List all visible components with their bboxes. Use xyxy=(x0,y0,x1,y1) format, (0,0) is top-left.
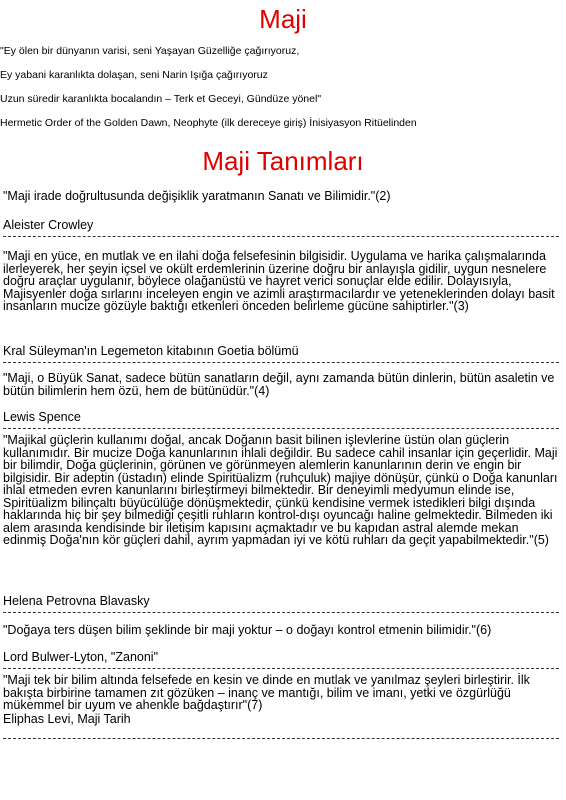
quote-author: Eliphas Levi, Maji Tarih xyxy=(3,712,131,726)
intro-line: Ey yabani karanlıkta dolaşan, seni Narin Işığa çağırıyoruz xyxy=(0,69,268,81)
quote-text: "Majikal güçlerin kullanımı doğal, ancak Doğanın basit bilinen işlevlerine üstün olan güçlerin kullanımıdır. Bir mucize Doğa kanunlarının ihlali değildir. Bu sadece cahil insanlar için geçerlidir. Maji bir bilimdir, Doğa güçlerinin, görünen ve görünmeyen alemlerin kanunlarının derin ve engin bir bilgisidir. Bir adeptin (üstadın) elinde Spiritüalizm (ruhçuluk) majiye dönüşür, çünkü o Doğa kanunları ihlal etmeden evren kanunlarını birleştirmeyi bilmektedir. Bir deneyimli medyumun elinde ise, Spiritüalizm bilinçaltı büyücülüğe dönüşmektedir, çünkü kendisine vermek istedikleri bilgi dışında haklarında hiç bir şey bilmediği çeşitli ruhların kontrol-dışı oyuncağı haline gelmektedir. Bilmeden iki alem arasında kendisinde bir iletişim kapısını açmaktadır ve bu kapıdan astral alemde mekan edinmiş Doğa'nın kör güçleri dahil, ayrım yapmadan iyi ve kötü ruhları da geçit yapabilmektedir."(5) xyxy=(3,433,558,547)
divider xyxy=(3,428,559,429)
divider xyxy=(3,738,559,739)
quote-author: Kral Süleyman'ın Legemeton kitabının Goetia bölümü xyxy=(3,344,299,358)
quote-author: Lewis Spence xyxy=(3,410,81,424)
quote-text: "Maji irade doğrultusunda değişiklik yaratmanın Sanatı ve Bilimidir."(2) xyxy=(3,189,391,203)
quote-text: "Maji en yüce, en mutlak ve en ilahi doğa felsefesinin bilgisidir. Uygulama ve harika çalışmalarında ilerleyerek, her şeyin içsel ve okült erdemlerinin üzerine doğru bir anlayışla gidilir, uygun nesnelere doğru araçlar uygulanır, böylece olağanüstü ve hayret verici sonuçlar elde edilir. Dolayısıyla, Majisyenler doğa sırlarını inceleyen engin ve azimli araştırmacılardır ve yeteneklerinden dolayı basit insanların mucize gözüyle baktığı etkenleri önceden belirleme gücüne sahiptirler."(3) xyxy=(3,249,555,313)
intro-line: Hermetic Order of the Golden Dawn, Neophyte (ilk dereceye giriş) İnisiyasyon Ritüelinden xyxy=(0,117,417,129)
divider xyxy=(3,236,559,237)
quote-text: "Maji, o Büyük Sanat, sadece bütün sanatların değil, aynı zamanda bütün dinlerin, bütün asaletin ve bütün bilimlerin hem özü, hem de bütünüdür."(4) xyxy=(3,371,555,398)
section-title: Maji Tanımları xyxy=(202,146,364,176)
quote-author: Aleister Crowley xyxy=(3,218,94,232)
divider xyxy=(3,612,559,613)
page-title: Maji xyxy=(259,4,307,34)
intro-line: "Ey ölen bir dünyanın varisi, seni Yaşayan Güzelliğe çağırıyoruz, xyxy=(0,45,300,57)
quote-author: Helena Petrovna Blavasky xyxy=(3,594,150,608)
quote-author: Lord Bulwer-Lyton, "Zanoni" xyxy=(3,650,159,664)
quote-text: "Maji tek bir bilim altında felsefede en kesin ve dinde en mutlak ve yanılmaz şeyleri birleştirir. İlk bakışta birbirine tamamen zıt gözüken – inanç ve mantığı, bilim ve imanı, yetki ve özgürlüğü mükemmel bir uyum ve ahenkle bağdaştırır"(7) xyxy=(3,673,530,712)
divider xyxy=(3,668,559,669)
intro-line: Uzun süredir karanlıkta bocalandın – Terk et Geceyi, Gündüze yönel" xyxy=(0,93,322,105)
divider xyxy=(3,362,559,363)
quote-text: "Doğaya ters düşen bilim şeklinde bir maji yoktur – o doğayı kontrol etmenin bilimidir."(6) xyxy=(3,623,492,637)
